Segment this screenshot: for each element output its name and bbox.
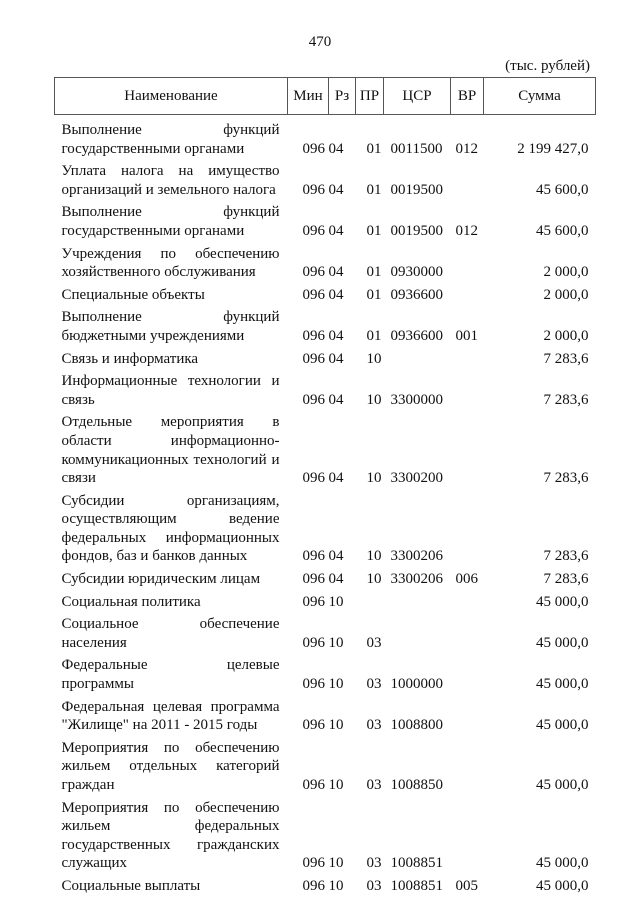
cell-min: 096	[302, 777, 325, 793]
table-row	[55, 115, 596, 159]
cell-pr: 10	[366, 548, 382, 565]
cell-rz: 04	[328, 571, 344, 588]
cell-sum: 2 000,0	[543, 327, 589, 344]
cell-vr	[451, 611, 484, 652]
table-row	[55, 346, 596, 369]
cell-csr	[384, 611, 451, 652]
cell-vr	[451, 409, 484, 487]
table-row	[55, 488, 596, 566]
cell-rz: 04	[328, 350, 344, 367]
cell-vr	[451, 795, 484, 873]
cell-sum: 45 600,0	[536, 222, 589, 239]
cell-rz: 10	[328, 593, 344, 610]
cell-name: Федеральная целевая программа "Жилище" на 2011 - 2015 годы	[61, 698, 280, 734]
cell-vr: 012	[455, 222, 478, 239]
table-row	[55, 652, 596, 693]
header-csr: ЦСР	[384, 78, 451, 115]
cell-csr	[384, 346, 451, 369]
cell-sum: 7 283,6	[543, 470, 589, 487]
cell-sum: 45 000,0	[536, 593, 589, 610]
header-min: Мин	[288, 78, 329, 115]
cell-vr	[451, 241, 484, 282]
budget-table	[54, 77, 596, 896]
cell-name: Субсидии юридическим лицам	[61, 571, 261, 588]
cell-csr	[384, 589, 451, 612]
cell-csr: 3300206	[390, 548, 443, 565]
cell-min: 096	[302, 391, 325, 408]
cell-sum: 45 000,0	[536, 855, 589, 872]
cell-min: 096	[302, 855, 325, 872]
cell-vr	[451, 368, 484, 409]
cell-vr	[451, 488, 484, 566]
cell-name: Мероприятия по обеспечению жильем отдельных категорий граждан	[61, 739, 280, 793]
cell-name: Учреждения по обеспечению хозяйственного обслуживания	[61, 245, 280, 281]
cell-min: 096	[302, 286, 325, 303]
cell-name: Связь и информатика	[61, 350, 199, 367]
table-header	[55, 78, 596, 115]
cell-name: Отдельные мероприятия в области информационно-коммуникационных технологий и связи	[61, 414, 280, 487]
table-row	[55, 873, 596, 896]
cell-pr: 01	[366, 286, 382, 303]
table-row	[55, 241, 596, 282]
cell-csr: 1008851	[390, 855, 443, 872]
cell-vr: 001	[455, 327, 478, 344]
cell-vr	[451, 346, 484, 369]
cell-sum: 45 000,0	[536, 676, 589, 693]
cell-sum: 45 600,0	[536, 181, 589, 198]
cell-sum: 7 283,6	[543, 571, 589, 588]
table-row	[55, 566, 596, 589]
cell-csr: 0930000	[390, 264, 443, 281]
cell-sum: 2 000,0	[543, 264, 589, 281]
cell-sum: 2 199 427,0	[517, 140, 589, 157]
cell-csr: 1008851	[390, 877, 443, 894]
cell-min: 096	[302, 327, 325, 344]
cell-pr: 01	[366, 222, 382, 239]
cell-name: Специальные объекты	[61, 286, 205, 303]
cell-pr: 01	[366, 181, 382, 198]
cell-name: Социальные выплаты	[61, 877, 201, 894]
cell-vr	[451, 694, 484, 735]
cell-vr	[451, 735, 484, 795]
cell-rz: 10	[328, 855, 344, 872]
table-row	[55, 735, 596, 795]
cell-rz: 10	[328, 717, 344, 734]
cell-pr: 03	[366, 855, 382, 872]
cell-sum: 7 283,6	[543, 548, 589, 565]
cell-pr: 03	[366, 634, 382, 651]
cell-rz: 04	[328, 264, 344, 281]
cell-csr: 0936600	[390, 327, 443, 344]
cell-name: Выполнение функций государственными органами	[61, 204, 280, 239]
cell-sum: 7 283,6	[543, 391, 589, 408]
cell-name: Выполнение функций бюджетными учреждениями	[61, 309, 280, 344]
cell-csr: 0011500	[390, 140, 443, 157]
table-row	[55, 694, 596, 735]
header-sum: Сумма	[484, 78, 596, 115]
header-vr: ВР	[451, 78, 484, 115]
cell-pr: 03	[366, 717, 382, 734]
table-row	[55, 795, 596, 873]
table-row	[55, 409, 596, 487]
cell-min: 096	[302, 877, 325, 894]
cell-csr: 3300206	[390, 571, 443, 588]
cell-csr: 1008850	[390, 777, 443, 793]
cell-pr: 03	[366, 877, 382, 894]
cell-csr: 0019500	[390, 222, 443, 239]
table-row	[55, 199, 596, 240]
cell-rz: 10	[328, 676, 344, 693]
cell-rz: 10	[328, 634, 344, 651]
cell-pr: 10	[366, 470, 382, 487]
cell-min: 096	[302, 571, 325, 588]
cell-csr: 1008800	[390, 717, 443, 734]
cell-csr: 3300000	[390, 391, 443, 408]
cell-min: 096	[302, 717, 325, 734]
cell-min: 096	[302, 548, 325, 565]
cell-vr: 005	[455, 877, 478, 894]
table-row	[55, 611, 596, 652]
units-label: (тыс. рублей)	[505, 58, 590, 74]
table-row	[55, 589, 596, 612]
cell-sum: 45 000,0	[536, 717, 589, 734]
cell-rz: 04	[328, 327, 344, 344]
cell-rz: 04	[328, 181, 344, 198]
cell-sum: 45 000,0	[536, 634, 589, 651]
cell-pr: 01	[366, 327, 382, 344]
cell-rz: 04	[328, 548, 344, 565]
cell-min: 096	[302, 181, 325, 198]
cell-min: 096	[302, 264, 325, 281]
cell-vr: 006	[455, 571, 478, 588]
table-row	[55, 158, 596, 199]
cell-pr: 03	[366, 777, 382, 793]
table-row	[55, 368, 596, 409]
cell-vr	[451, 589, 484, 612]
cell-vr	[451, 158, 484, 199]
cell-csr: 0936600	[390, 286, 443, 303]
cell-name: Информационные технологии и связь	[61, 373, 280, 408]
cell-min: 096	[302, 676, 325, 693]
cell-pr	[356, 589, 384, 612]
cell-min: 096	[302, 140, 325, 157]
cell-min: 096	[302, 222, 325, 239]
cell-name: Выполнение функций государственными органами	[61, 122, 280, 157]
page-number: 470	[308, 34, 332, 50]
cell-name: Мероприятия по обеспечению жильем федеральных государственных гражданских служащих	[61, 799, 280, 872]
cell-min: 096	[302, 350, 325, 367]
cell-rz: 04	[328, 391, 344, 408]
header-name: Наименование	[55, 78, 288, 115]
cell-pr: 10	[366, 571, 382, 588]
cell-rz: 04	[328, 222, 344, 239]
cell-vr: 012	[455, 140, 478, 157]
cell-sum: 45 000,0	[536, 777, 589, 793]
cell-sum: 45 000,0	[536, 877, 589, 894]
cell-min: 096	[302, 593, 325, 610]
cell-min: 096	[302, 470, 325, 487]
cell-sum: 2 000,0	[543, 286, 589, 303]
cell-name: Социальная политика	[61, 593, 201, 610]
cell-pr: 01	[366, 264, 382, 281]
cell-min: 096	[302, 634, 325, 651]
table-body	[55, 115, 596, 896]
header-row	[55, 78, 596, 115]
cell-vr	[451, 652, 484, 693]
cell-name: Субсидии организациям, осуществляющим ведение федеральных информационных фондов, баз и банков данных	[61, 492, 280, 565]
cell-rz: 10	[328, 877, 344, 894]
cell-rz: 04	[328, 140, 344, 157]
cell-pr: 10	[366, 350, 382, 367]
cell-name: Уплата налога на имущество организаций и земельного налога	[61, 163, 280, 198]
cell-rz: 04	[328, 286, 344, 303]
cell-pr: 03	[366, 676, 382, 693]
cell-csr: 3300200	[390, 470, 443, 487]
cell-sum: 7 283,6	[543, 350, 589, 367]
table-row	[55, 304, 596, 345]
cell-csr: 1000000	[390, 676, 443, 693]
cell-pr: 01	[366, 140, 382, 157]
table-row	[55, 282, 596, 305]
cell-vr	[451, 282, 484, 305]
cell-name: Социальное обеспечение населения	[61, 616, 280, 651]
header-pr: ПР	[356, 78, 384, 115]
cell-rz: 10	[328, 777, 344, 793]
header-rz: Рз	[329, 78, 356, 115]
cell-rz: 04	[328, 470, 344, 487]
cell-name: Федеральные целевые программы	[61, 657, 280, 693]
cell-csr: 0019500	[390, 181, 443, 198]
cell-pr: 10	[366, 391, 382, 408]
